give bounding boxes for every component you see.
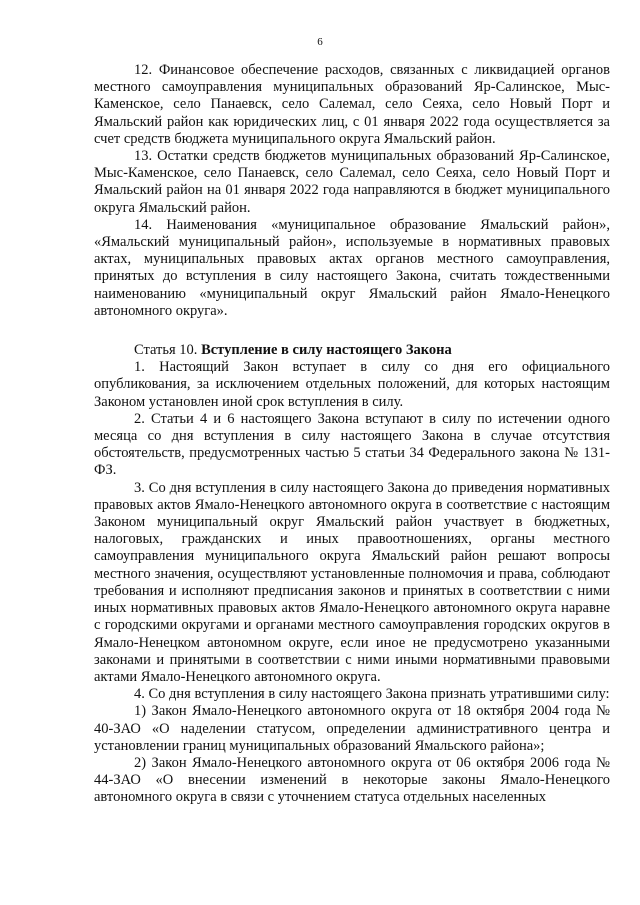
article-10-part-4: 4. Со дня вступления в силу настоящего Закона признать утратившими силу: (134, 686, 610, 703)
section-gap (94, 320, 610, 342)
article-10-part-4-item-2: 2) Закон Ямало-Ненецкого автономного округа от 06 октября 2006 года № 44-ЗАО «О внесении изменений в некоторые законы Ямало-Ненецкого автономного округа в связи с уточнением статуса отдельных населенных (94, 754, 610, 806)
page-number: 6 (317, 36, 323, 48)
document-body (94, 62, 610, 807)
paragraph-14: 14. Наименования «муниципальное образование Ямальский район», «Ямальский муниципальный район», используемые в нормативных правовых актах, муниципальных правовых актах органов местного самоуправления, принятых до вступления в силу настоящего Закона, считать тождественными наименованию «муниципальный округ Ямальский район Ямало-Ненецкого автономного округа». (94, 216, 610, 319)
article-10-part-2: 2. Статьи 4 и 6 настоящего Закона вступают в силу по истечении одного месяца со дня вступления в силу настоящего Закона в случае отсутствия обстоятельств, предусмотренных частью 5 статьи 34 Федерального закона № 131-ФЗ. (94, 410, 610, 479)
paragraph-13: 13. Остатки средств бюджетов муниципальных образований Яр-Салинское, Мыс-Каменское, село Панаевск, село Салемал, село Сеяха, село Новый Порт и Ямальский район на 01 января 2022 года направляются в бюджет муниципального округа Ямальский район. (94, 148, 610, 216)
article-10-part-3: 3. Со дня вступления в силу настоящего Закона до приведения нормативных правовых актов Ямало-Ненецкого автономного округа в соответствие с настоящим Законом муниципальный округ Ямальский район участвует в бюджетных, налоговых, гражданских и иных правоотношениях, органы местного самоуправления муниципального округа Ямальский район решают вопросы местного значения, осуществляют установленные полномочия и права, соблюдают требования и исполняют предписания законов и принятых в соответствии с ними иных нормативных правовых актов Ямало-Ненецкого автономного округа наравне с городскими округами и органами местного самоуправления городских округов в Ямало-Ненецком автономном округе, если иное не предусмотрено указанными законами и принятыми в соответствии с ними иными нормативными правовыми актами Ямало-Ненецкого автономного округа. (94, 479, 610, 685)
article-10-part-4-item-1: 1) Закон Ямало-Ненецкого автономного округа от 18 октября 2004 года № 40-ЗАО «О наделении статусом, определении административного центра и установлении границ муниципальных образований Ямальского района»; (94, 703, 610, 754)
article-10-part-1: 1. Настоящий Закон вступает в силу со дня его официального опубликования, за исключением отдельных положений, для которых настоящим Законом установлен иной срок вступления в силу. (94, 359, 610, 410)
paragraph-12: 12. Финансовое обеспечение расходов, связанных с ликвидацией органов местного самоуправления муниципальных образований Яр-Салинское, Мыс-Каменское, село Панаевск, село Салемал, село Сеяха, село Новый Порт и Ямальский район как юридических лиц, с 01 января 2022 года осуществляется за счет средств бюджета муниципального округа Ямальский район. (94, 62, 610, 147)
article-10-heading (94, 342, 610, 359)
article-label: Статья 10. (134, 342, 198, 359)
article-title: Вступление в силу настоящего Закона (201, 342, 452, 359)
